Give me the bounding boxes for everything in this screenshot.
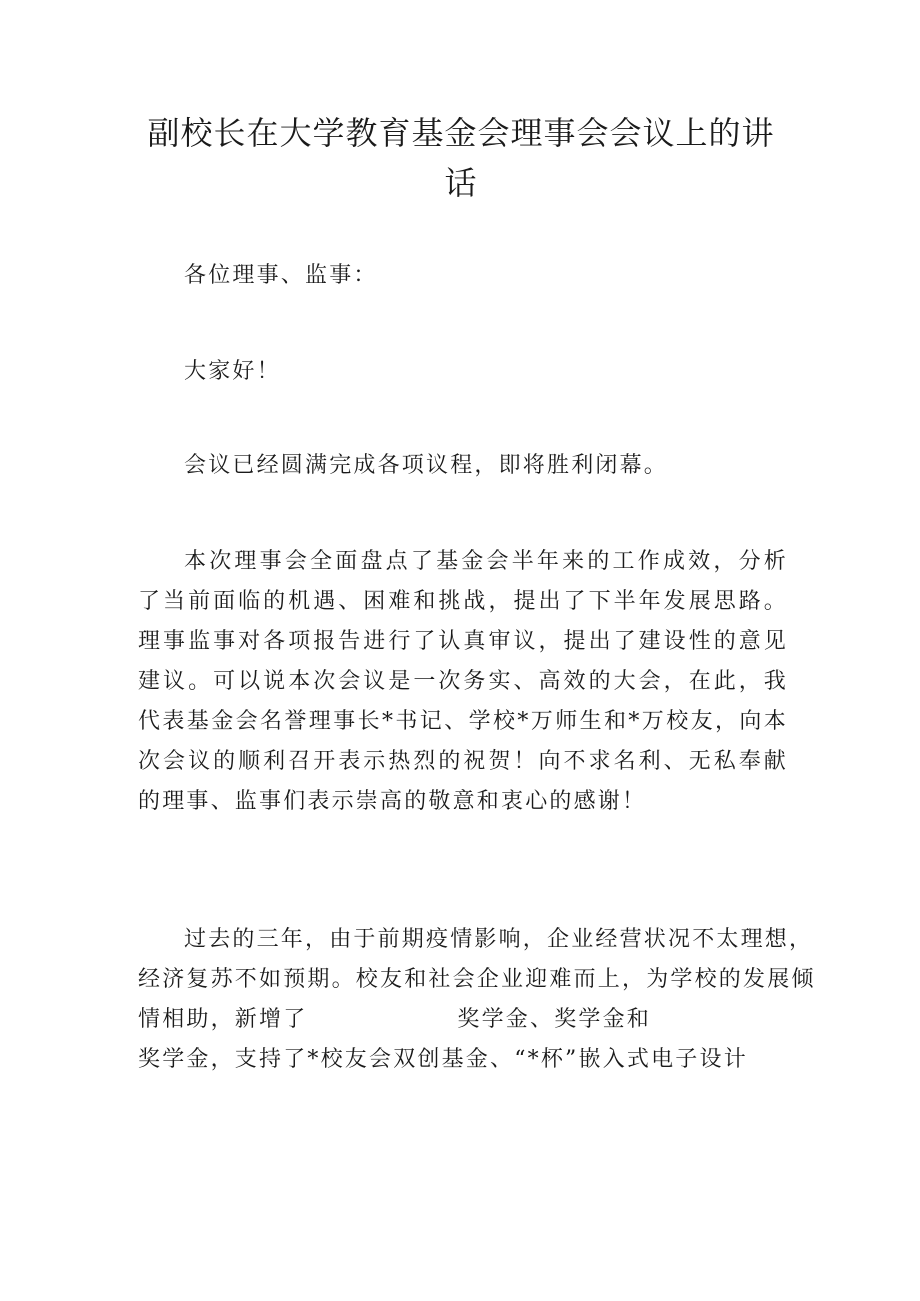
paragraph-3-line-3-start: 情相助，新增了: [138, 1007, 308, 1032]
paragraph-3-line-2: 经济复苏不如预期。校友和社会企业迎难而上，为学校的发展倾: [138, 967, 816, 992]
greeting: 大家好！: [184, 359, 281, 384]
paragraph-3: [138, 920, 816, 1080]
document-title: 副校长在大学教育基金会理事会会议上的讲话: [147, 114, 775, 202]
paragraph-3-line-3-end: 奖学金、奖学金和: [457, 1007, 652, 1032]
paragraph-1: 会议已经圆满完成各项议程，即将胜利闭幕。: [184, 453, 669, 478]
paragraph-3-line-4: 奖学金，支持了*校友会双创基金、“*杯”嵌入式电子设计: [138, 1047, 748, 1072]
salutation: 各位理事、监事：: [184, 263, 378, 288]
paragraph-3-line-3: [138, 1000, 788, 1040]
paragraph-3-line-1: 过去的三年，由于前期疫情影响，企业经营状况不太理想，: [184, 927, 814, 952]
paragraph-2: 本次理事会全面盘点了基金会半年来的工作成效，分析了当前面临的机遇、困难和挑战，提出了下半年发展思路。理事监事对各项报告进行了认真审议，提出了建设性的意见建议。可以说本次会议是一次务实、高效的大会，在此，我代表基金会名誉理事长*书记、学校*万师生和*万校友，向本次会议的顺利召开表示热烈的祝贺！向不求名利、无私奉献的理事、监事们表示崇高的敬意和衷心的感谢！: [138, 549, 788, 814]
